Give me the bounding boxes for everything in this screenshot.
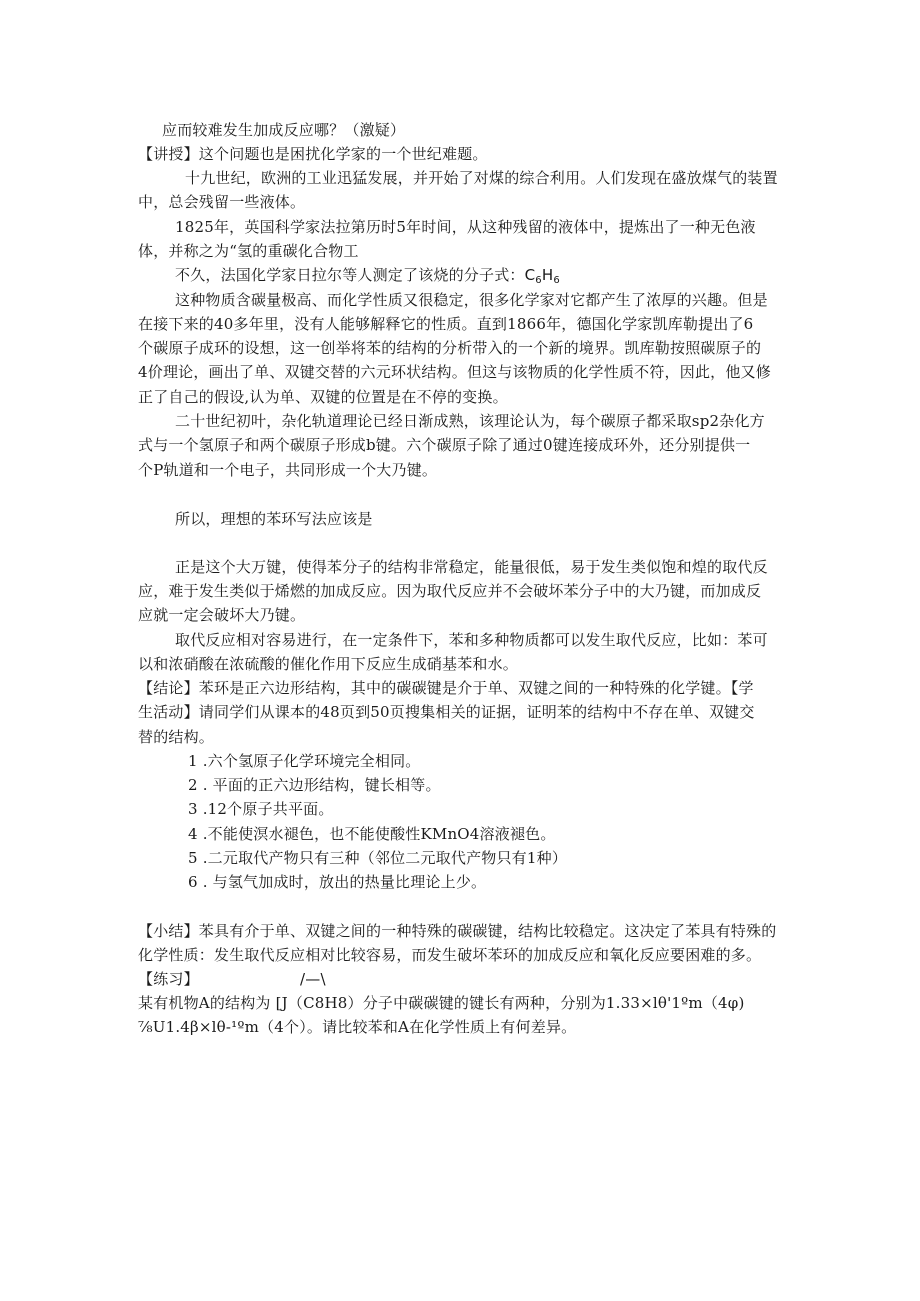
structure-sketch: /—\ [300, 970, 326, 988]
text-line [175, 264, 835, 288]
molecular-formula [525, 266, 560, 284]
text-line: 正是这个大万键，使得苯分子的结构非常稳定，能量很低，易于发生类似饱和煌的取代反 [175, 558, 768, 576]
text-line: 以和浓硝酸在浓硫酸的催化作用下反应生成硝基苯和水。 [138, 655, 519, 673]
text-line: 【结论】苯环是正六边形结构，其中的碳碳键是介于单、双键之间的一种特殊的化学键。【学 [138, 679, 754, 697]
list-item: 1 .六个氢原子化学环境完全相同。 [188, 752, 421, 770]
text-line: 【小结】苯具有介于单、双键之间的一种特殊的碳碳键，结构比较稳定。这决定了苯具有特殊的 [138, 922, 777, 940]
text-line: 二十世纪初叶，杂化轨道理论已经日渐成熟，该理论认为，每个碳原子都采取sp2杂化方 [175, 412, 765, 430]
text-line: 个P轨道和一个电子，共同形成一个大乃键。 [138, 461, 438, 479]
text-line: 1825年，英国科学家法拉第历时5年时间，从这种残留的液体中，提炼出了一种无色液 [175, 218, 756, 236]
text-line: 中，总会残留一些液体。 [138, 193, 306, 211]
list-item: 2 . 平面的正六边形结构，键长相等。 [188, 776, 441, 794]
section-label: 【练习】 [138, 970, 199, 988]
text-line: 十九世纪，欧洲的工业迅猛发展，并开始了对煤的综合利用。人们发现在盛放煤气的装置 [185, 169, 778, 187]
formula-element: H [541, 266, 554, 284]
text-line: 替的结构。 [138, 728, 215, 746]
text-line: 所以，理想的苯环写法应该是 [175, 510, 373, 528]
text-line: 这种物质含碳量极高、而化学性质又很稳定，很多化学家对它都产生了浓厚的兴趣。但是 [175, 291, 768, 309]
text-line: 应，难于发生类似于烯燃的加成反应。因为取代反应并不会破坏苯分子中的大乃键，而加成反 [138, 582, 762, 600]
formula-subscript: 6 [535, 275, 542, 286]
text-fragment: 不久，法国化学家日拉尔等人测定了该烧的分子式： [175, 266, 525, 284]
text-line: 【讲授】这个问题也是困扰化学家的一个世纪难题。 [138, 145, 488, 163]
text-line: 生活动】请同学们从课本的48页到50页搜集相关的证据，证明苯的结构中不存在单、双键交 [138, 703, 755, 721]
text-line: 个碳原子成环的设想，这一创举将苯的结构的分析带入的一个新的境界。凯库勒按照碳原子的 [138, 339, 762, 357]
text-line: 4价理论，画出了单、双键交替的六元环状结构。但这与该物质的化学性质不符，因此，他又修 [138, 363, 771, 381]
text-line: 体，并称之为“氢的重碳化合物工 [138, 242, 359, 260]
text-line: 式与一个氢原子和两个碳原子形成b键。六个碳原子除了通过0键连接成环外，还分别提供一 [138, 436, 751, 454]
text-line: 某有机物A的结构为 [J（C8H8）分子中碳碳键的键长有两种，分别为1.33×lθ'1ºm（4φ) [138, 994, 745, 1012]
text-line: 化学性质：发生取代反应相对比较容易，而发生破坏苯环的加成反应和氧化反应要困难的多。 [138, 946, 762, 964]
list-item: 6 . 与氢气加成时，放出的热量比理论上少。 [188, 873, 487, 891]
formula-element: C [524, 266, 536, 284]
text-line: 应就一定会破坏大乃键。 [138, 606, 306, 624]
text-line: 取代反应相对容易进行，在一定条件下，苯和多种物质都可以发生取代反应，比如：苯可 [175, 631, 768, 649]
text-line: 应而较难发生加成反应哪？（激疑） [162, 121, 406, 139]
list-item: 3 .12个原子共平面。 [188, 800, 334, 818]
text-line: ⅞U1.4β×lθ-¹ºm（4个）。请比较苯和A在化学性质上有何差异。 [138, 1018, 577, 1036]
formula-subscript: 6 [553, 275, 560, 286]
list-item: 5 .二元取代产物只有三种（邻位二元取代产物只有1种） [188, 849, 568, 867]
list-item: 4 .不能使溟水褪色，也不能使酸性KMnO4溶液褪色。 [188, 825, 556, 843]
text-line: 正了自己的假设,认为单、双键的位置是在不停的变换。 [138, 388, 508, 406]
text-line: 在接下来的40多年里，没有人能够解释它的性质。直到1866年，德国化学家凯库勒提出了6 [138, 315, 754, 333]
